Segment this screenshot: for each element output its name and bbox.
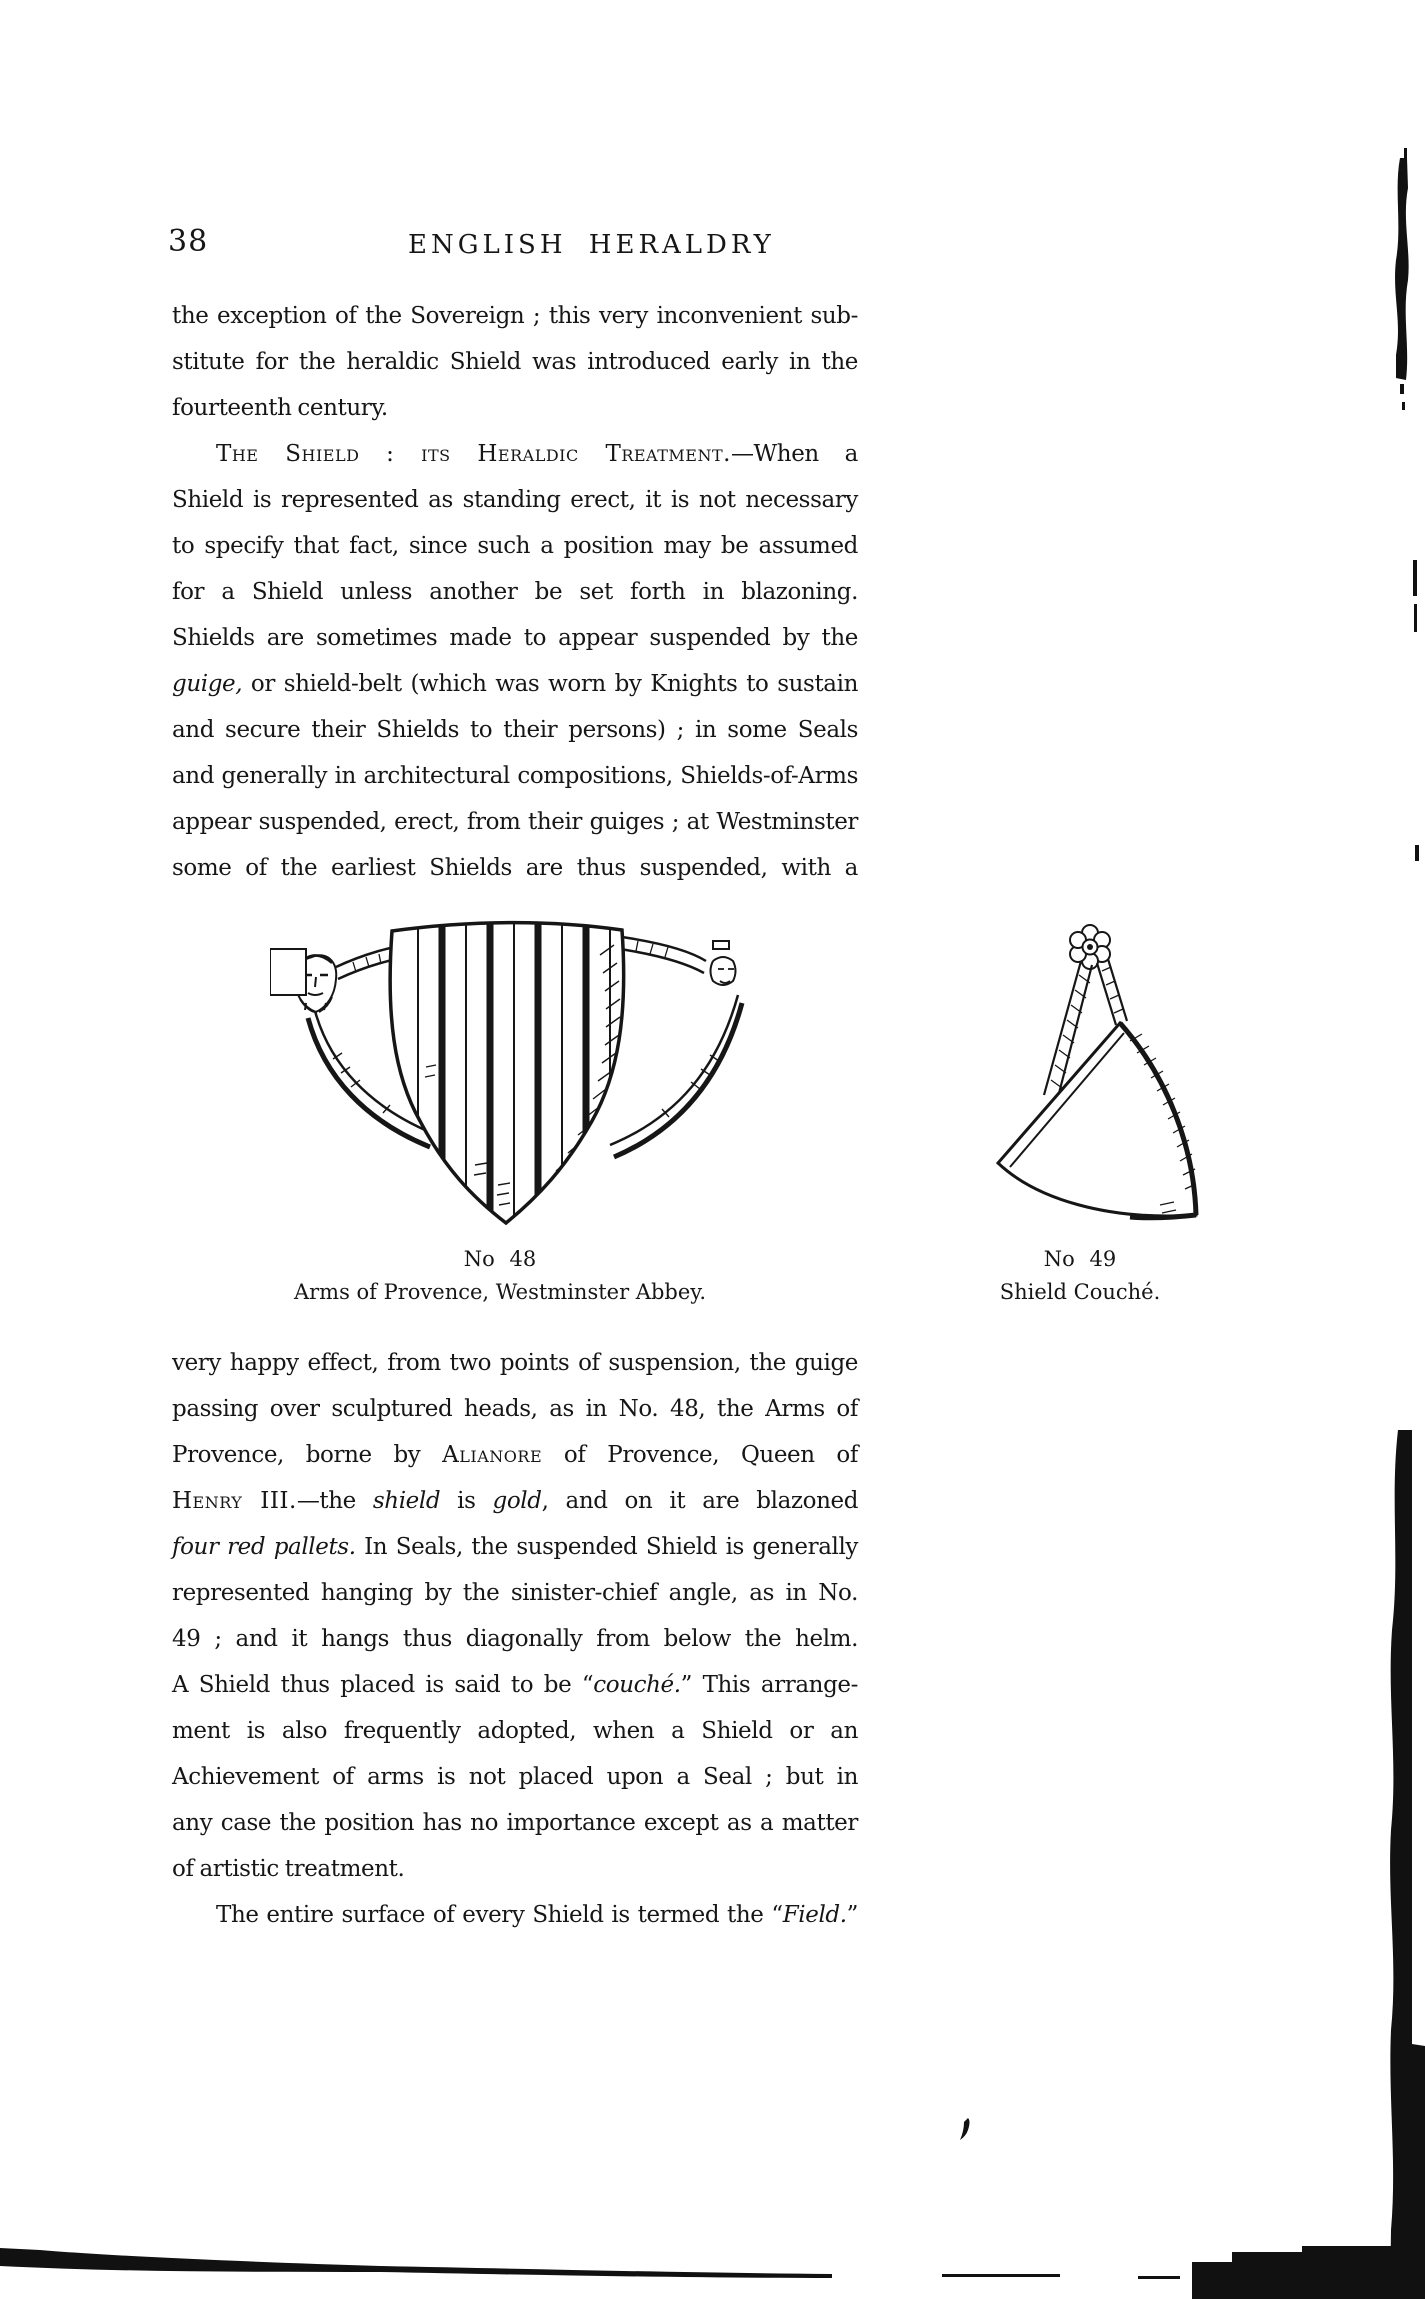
text-segment: Provence, borne by bbox=[172, 1442, 443, 1468]
text-line bbox=[172, 523, 858, 569]
text-line bbox=[172, 1892, 858, 1938]
text-segment: gold bbox=[492, 1488, 542, 1514]
figure-49-shield-couche-illustration bbox=[940, 895, 1210, 1235]
text-line bbox=[172, 661, 858, 707]
text-line bbox=[172, 1478, 858, 1524]
text-segment: , and on it are blazoned bbox=[541, 1488, 859, 1514]
text-segment: ” This arrange- bbox=[680, 1672, 859, 1698]
text-segment: to specify that fact, since such a position may be assumed bbox=[172, 533, 858, 559]
figure-49-caption bbox=[940, 1243, 1220, 1309]
text-line bbox=[172, 1662, 858, 1708]
text-segment: ment is also frequently adopted, when a Shield or an bbox=[172, 1718, 858, 1744]
running-header: ENGLISH HERALDRY bbox=[408, 230, 775, 260]
text-segment: appear suspended, erect, from their guiges ; at Westminster bbox=[172, 809, 858, 835]
figure-48-shield-of-provence-illustration bbox=[270, 915, 750, 1245]
text-line bbox=[172, 1340, 858, 1386]
text-segment: passing over sculptured heads, as in No. 48, the Arms of bbox=[172, 1396, 858, 1422]
text-segment: four red pallets. bbox=[172, 1534, 356, 1560]
text-line bbox=[172, 1846, 858, 1892]
text-segment: 49 ; and it hangs thus diagonally from below the helm. bbox=[172, 1626, 858, 1652]
text-line bbox=[172, 615, 858, 661]
text-segment: shield bbox=[372, 1488, 441, 1514]
text-segment: and secure their Shields to their persons) ; in some Seals bbox=[172, 717, 858, 743]
text-segment: Achievement of arms is not placed upon a Seal ; but in bbox=[172, 1764, 858, 1790]
text-segment: any case the position has no importance except as a matter bbox=[172, 1810, 858, 1836]
text-segment: Henry III. bbox=[172, 1488, 297, 1514]
text-line bbox=[172, 707, 858, 753]
text-line bbox=[172, 1570, 858, 1616]
text-segment: couché. bbox=[593, 1672, 681, 1698]
text-segment: A Shield thus placed is said to be “ bbox=[172, 1672, 594, 1698]
text-line bbox=[172, 293, 858, 339]
text-line bbox=[172, 1386, 858, 1432]
text-segment: of artistic treatment. bbox=[172, 1856, 405, 1882]
figure-48-caption bbox=[250, 1243, 750, 1309]
text-segment: some of the earliest Shields are thus suspended, with a bbox=[172, 855, 858, 881]
text-segment: very happy effect, from two points of suspension, the guige bbox=[172, 1350, 858, 1376]
text-segment: Alianore bbox=[442, 1442, 543, 1468]
text-segment: —When a bbox=[730, 441, 858, 467]
text-line bbox=[172, 799, 858, 845]
text-line bbox=[172, 1800, 858, 1846]
text-line bbox=[172, 569, 858, 615]
text-segment: of Provence, Queen of bbox=[542, 1442, 858, 1468]
text-line bbox=[172, 477, 858, 523]
text-segment: fourteenth century. bbox=[172, 395, 388, 421]
figure-49-label: No 49 bbox=[1043, 1247, 1117, 1271]
text-line bbox=[172, 339, 858, 385]
text-line bbox=[172, 1708, 858, 1754]
body-text-block-2 bbox=[172, 1340, 858, 1938]
text-segment: In Seals, the suspended Shield is generally bbox=[355, 1534, 859, 1560]
text-segment: represented hanging by the sinister-chief angle, as in No. bbox=[172, 1580, 858, 1606]
text-segment: for a Shield unless another be set forth in blazoning. bbox=[172, 579, 858, 605]
text-segment: Shields are sometimes made to appear suspended by the bbox=[172, 625, 858, 651]
text-line bbox=[172, 1754, 858, 1800]
text-segment: Shield is represented as standing erect, it is not necessary bbox=[172, 487, 858, 513]
text-line bbox=[172, 753, 858, 799]
text-segment: Field. bbox=[782, 1902, 847, 1928]
text-segment: or shield-belt (which was worn by Knights to sustain bbox=[242, 671, 858, 697]
text-segment: ” bbox=[846, 1902, 858, 1928]
figure-48-caption-text: Arms of Provence, Westminster Abbey. bbox=[293, 1280, 707, 1304]
page-number: 38 bbox=[168, 224, 209, 259]
text-segment: stitute for the heraldic Shield was introduced early in the bbox=[172, 349, 858, 375]
text-segment: the exception of the Sovereign ; this very inconvenient sub- bbox=[172, 303, 858, 329]
text-line bbox=[172, 385, 858, 431]
text-segment: guige, bbox=[172, 671, 243, 697]
text-segment: and generally in architectural compositions, Shields-of-Arms bbox=[172, 763, 858, 789]
text-line bbox=[172, 845, 858, 891]
text-line bbox=[172, 431, 858, 477]
text-line bbox=[172, 1616, 858, 1662]
figure-49-caption-text: Shield Couché. bbox=[999, 1280, 1161, 1304]
text-line bbox=[172, 1524, 858, 1570]
text-segment: The entire surface of every Shield is termed the “ bbox=[216, 1902, 783, 1928]
text-line bbox=[172, 1432, 858, 1478]
text-segment: —the bbox=[296, 1488, 373, 1514]
figure-48-label: No 48 bbox=[463, 1247, 537, 1271]
text-segment: The Shield : its Heraldic Treatment. bbox=[216, 441, 731, 467]
text-segment: is bbox=[440, 1488, 493, 1514]
body-text-block-1 bbox=[172, 293, 858, 891]
